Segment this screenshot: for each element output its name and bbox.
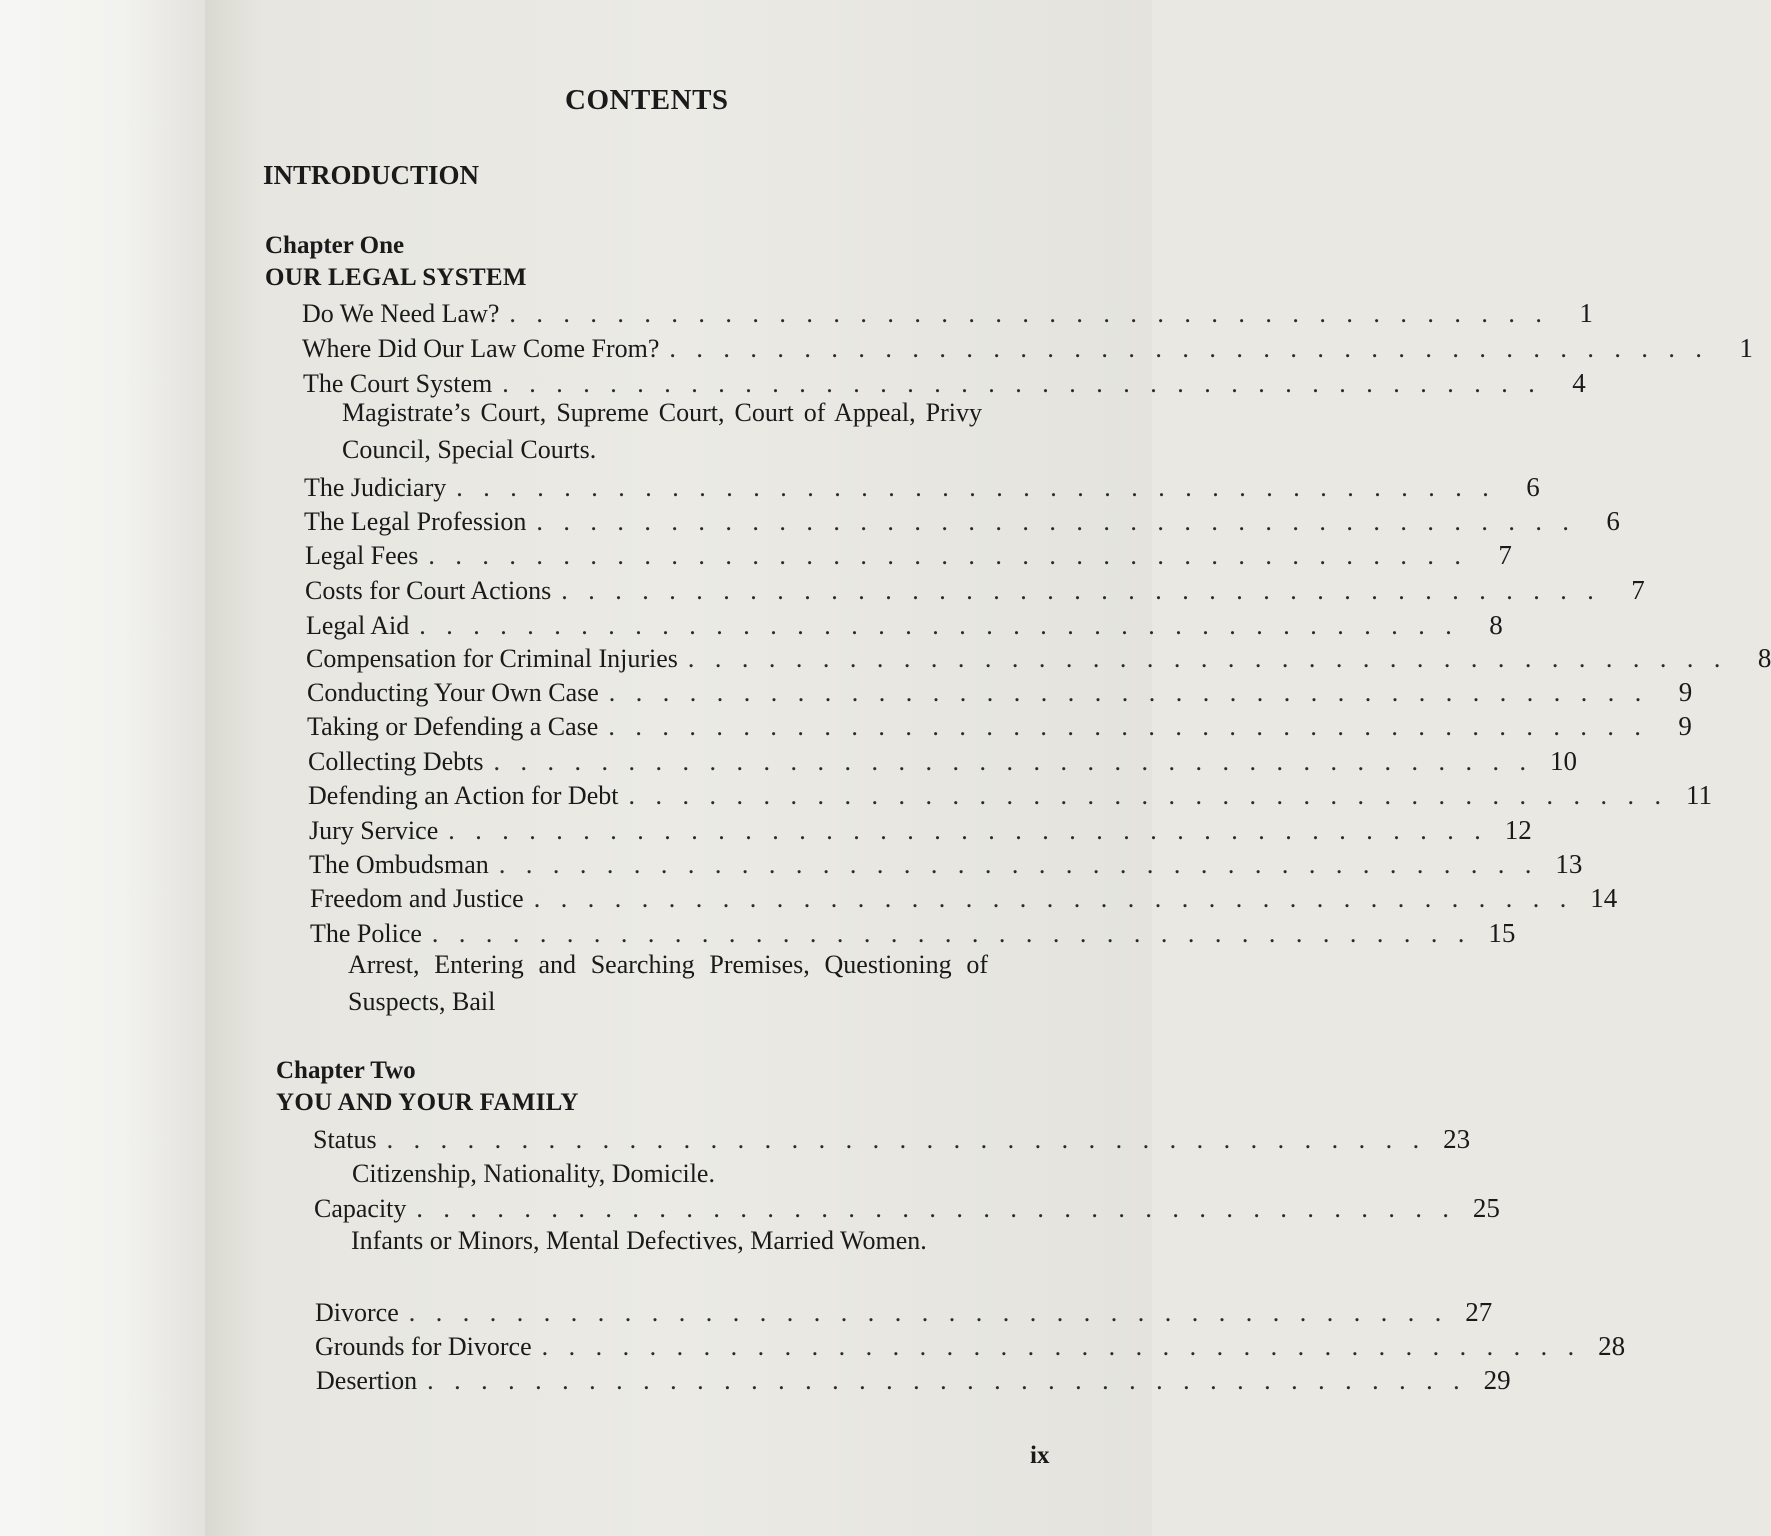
chapter-two-label: Chapter Two (276, 1057, 416, 1084)
toc-entry-page: 7 (1631, 575, 1645, 605)
toc-entry-page: 11 (1685, 780, 1712, 810)
toc-entry-label: Compensation for Criminal Injuries (306, 644, 678, 673)
toc-entry-page: 27 (1465, 1297, 1493, 1327)
leader-dots: . . . . . . . . . . . . . . . . . . . . . . . . . . . . . . . . . . . . . . . (509, 299, 1549, 328)
toc-entry-page: 15 (1488, 918, 1516, 948)
contents-page (205, 0, 1771, 1536)
toc-entry-label: Where Did Our Law Come From? (302, 334, 660, 363)
toc-entry-page: 29 (1483, 1365, 1511, 1395)
chapter-two-title: YOU AND YOUR FAMILY (276, 1089, 579, 1116)
toc-entry-label: The Legal Profession (304, 507, 527, 536)
toc-entry (306, 643, 1771, 677)
leader-dots: . . . . . . . . . . . . . . . . . . . . . . . . . . . . . . . . . . . . . . . (608, 678, 1649, 707)
leader-dots: . . . . . . . . . . . . . . . . . . . . . . . . . . . . . . . . . . . . . . . (536, 507, 1576, 536)
toc-entry (315, 1297, 1493, 1331)
toc-entry-page: 9 (1678, 677, 1693, 707)
leader-dots: . . . . . . . . . . . . . . . . . . . . . . . . . . . . . . . . . . . . . . . (502, 369, 1542, 398)
police-subtopics: Arrest, Entering and Searching Premises, Questioning of Suspects, Bail (348, 950, 988, 1016)
toc-entry-page: 12 (1504, 815, 1532, 845)
toc-entry (315, 1331, 1626, 1365)
toc-entry (308, 780, 1712, 814)
leader-dots: . . . . . . . . . . . . . . . . . . . . . . . . . . . . . . . . . . . . . . . (416, 1194, 1456, 1223)
toc-entry (302, 333, 1753, 367)
page-title: CONTENTS (565, 84, 729, 116)
toc-entry-label: Costs for Court Actions (305, 576, 552, 605)
toc-entry-label: Divorce (315, 1298, 399, 1327)
status-subtopics: Citizenship, Nationality, Domicile. (352, 1159, 715, 1188)
toc-entry-label: Grounds for Divorce (315, 1332, 532, 1361)
toc-entry-page: 25 (1472, 1193, 1500, 1223)
leader-dots: . . . . . . . . . . . . . . . . . . . . . . . . . . . . . . . . . . . . . . . (533, 884, 1574, 913)
leader-dots: . . . . . . . . . . . . . . . . . . . . . . . . . . . . . . . . . . . . . . . (456, 473, 1496, 502)
leader-dots: . . . . . . . . . . . . . . . . . . . . . . . . . . . . . . . . . . . . . . . (608, 712, 1648, 741)
toc-entry-label: Do We Need Law? (302, 299, 500, 328)
chapter-one-label: Chapter One (265, 232, 405, 259)
facing-page-edge (0, 0, 205, 1536)
toc-entry (302, 298, 1593, 332)
toc-entry-label: Freedom and Justice (310, 884, 524, 913)
toc-entry (309, 815, 1532, 849)
toc-entry-page: 8 (1489, 610, 1503, 640)
toc-entry-page: 10 (1549, 746, 1577, 776)
toc-entry-page: 1 (1579, 298, 1593, 328)
toc-entry-page: 1 (1739, 333, 1753, 363)
toc-entry-label: The Judiciary (304, 473, 447, 502)
toc-entry (307, 677, 1693, 711)
toc-entry-label: Jury Service (309, 816, 439, 845)
chapter-one-title: OUR LEGAL SYSTEM (265, 264, 527, 291)
toc-entry-label: Desertion (316, 1366, 418, 1395)
toc-entry (308, 746, 1577, 780)
leader-dots: . . . . . . . . . . . . . . . . . . . . . . . . . . . . . . . . . . . . . . . (427, 1366, 1467, 1395)
toc-entry-page: 6 (1606, 506, 1620, 536)
toc-entry-label: Defending an Action for Debt (308, 781, 619, 810)
toc-entry-label: Legal Fees (305, 541, 419, 570)
toc-entry-page: 4 (1572, 368, 1586, 398)
toc-entry-page: 13 (1555, 849, 1583, 879)
toc-entry (310, 883, 1618, 917)
leader-dots: . . . . . . . . . . . . . . . . . . . . . . . . . . . . . . . . . . . . . . . (669, 334, 1709, 363)
toc-entry (307, 711, 1692, 745)
leader-dots: . . . . . . . . . . . . . . . . . . . . . . . . . . . . . . . . . . . . . . . (408, 1298, 1449, 1327)
leader-dots: . . . . . . . . . . . . . . . . . . . . . . . . . . . . . . . . . . . . . . . (541, 1332, 1582, 1361)
toc-entry-label: The Court System (303, 369, 493, 398)
toc-entry (306, 610, 1503, 644)
leader-dots: . . . . . . . . . . . . . . . . . . . . . . . . . . . . . . . . . . . . . . . (493, 747, 1533, 776)
toc-entry-page: 28 (1598, 1331, 1626, 1361)
toc-entry-label: Status (313, 1125, 377, 1154)
toc-entry-label: The Police (310, 919, 422, 948)
leader-dots: . . . . . . . . . . . . . . . . . . . . . . . . . . . . . . . . . . . . . . . (448, 816, 1488, 845)
toc-entry (304, 506, 1620, 540)
toc-entry-page: 23 (1443, 1124, 1471, 1154)
leader-dots: . . . . . . . . . . . . . . . . . . . . . . . . . . . . . . . . . . . . . . . (687, 644, 1728, 673)
toc-entry-page: 6 (1526, 472, 1540, 502)
toc-entry-page: 9 (1678, 711, 1692, 741)
capacity-subtopics: Infants or Minors, Mental Defectives, Married Women. (351, 1226, 927, 1255)
page-folio: ix (1030, 1442, 1050, 1469)
introduction-heading: INTRODUCTION (263, 160, 480, 190)
toc-entry (304, 472, 1540, 506)
toc-entry (305, 575, 1645, 609)
toc-entry (316, 1365, 1511, 1399)
toc-entry-label: Conducting Your Own Case (307, 678, 599, 707)
leader-dots: . . . . . . . . . . . . . . . . . . . . . . . . . . . . . . . . . . . . . . . (431, 919, 1472, 948)
leader-dots: . . . . . . . . . . . . . . . . . . . . . . . . . . . . . . . . . . . . . . . (498, 850, 1539, 879)
toc-entry-page: 14 (1590, 883, 1618, 913)
leader-dots: . . . . . . . . . . . . . . . . . . . . . . . . . . . . . . . . . . . . . . . (628, 781, 1668, 810)
court-system-subtopics: Magistrate’s Court, Supreme Court, Court of Appeal, Privy Council, Special Courts. (342, 398, 982, 464)
toc-entry-label: Legal Aid (306, 611, 410, 640)
toc-entry-page: 8 (1757, 643, 1771, 673)
toc-entry (305, 540, 1512, 574)
leader-dots: . . . . . . . . . . . . . . . . . . . . . . . . . . . . . . . . . . . . . . . (561, 576, 1601, 605)
leader-dots: . . . . . . . . . . . . . . . . . . . . . . . . . . . . . . . . . . . . . . . (419, 611, 1459, 640)
toc-entry-label: The Ombudsman (309, 850, 489, 879)
leader-dots: . . . . . . . . . . . . . . . . . . . . . . . . . . . . . . . . . . . . . . . (428, 541, 1468, 570)
toc-entry-page: 7 (1498, 540, 1512, 570)
toc-entry (309, 849, 1583, 883)
toc-entry-label: Capacity (314, 1194, 407, 1223)
toc-entry-label: Taking or Defending a Case (307, 712, 599, 741)
toc-entry (313, 1124, 1471, 1158)
leader-dots: . . . . . . . . . . . . . . . . . . . . . . . . . . . . . . . . . . . . . . . (386, 1125, 1427, 1154)
toc-entry-label: Collecting Debts (308, 747, 484, 776)
